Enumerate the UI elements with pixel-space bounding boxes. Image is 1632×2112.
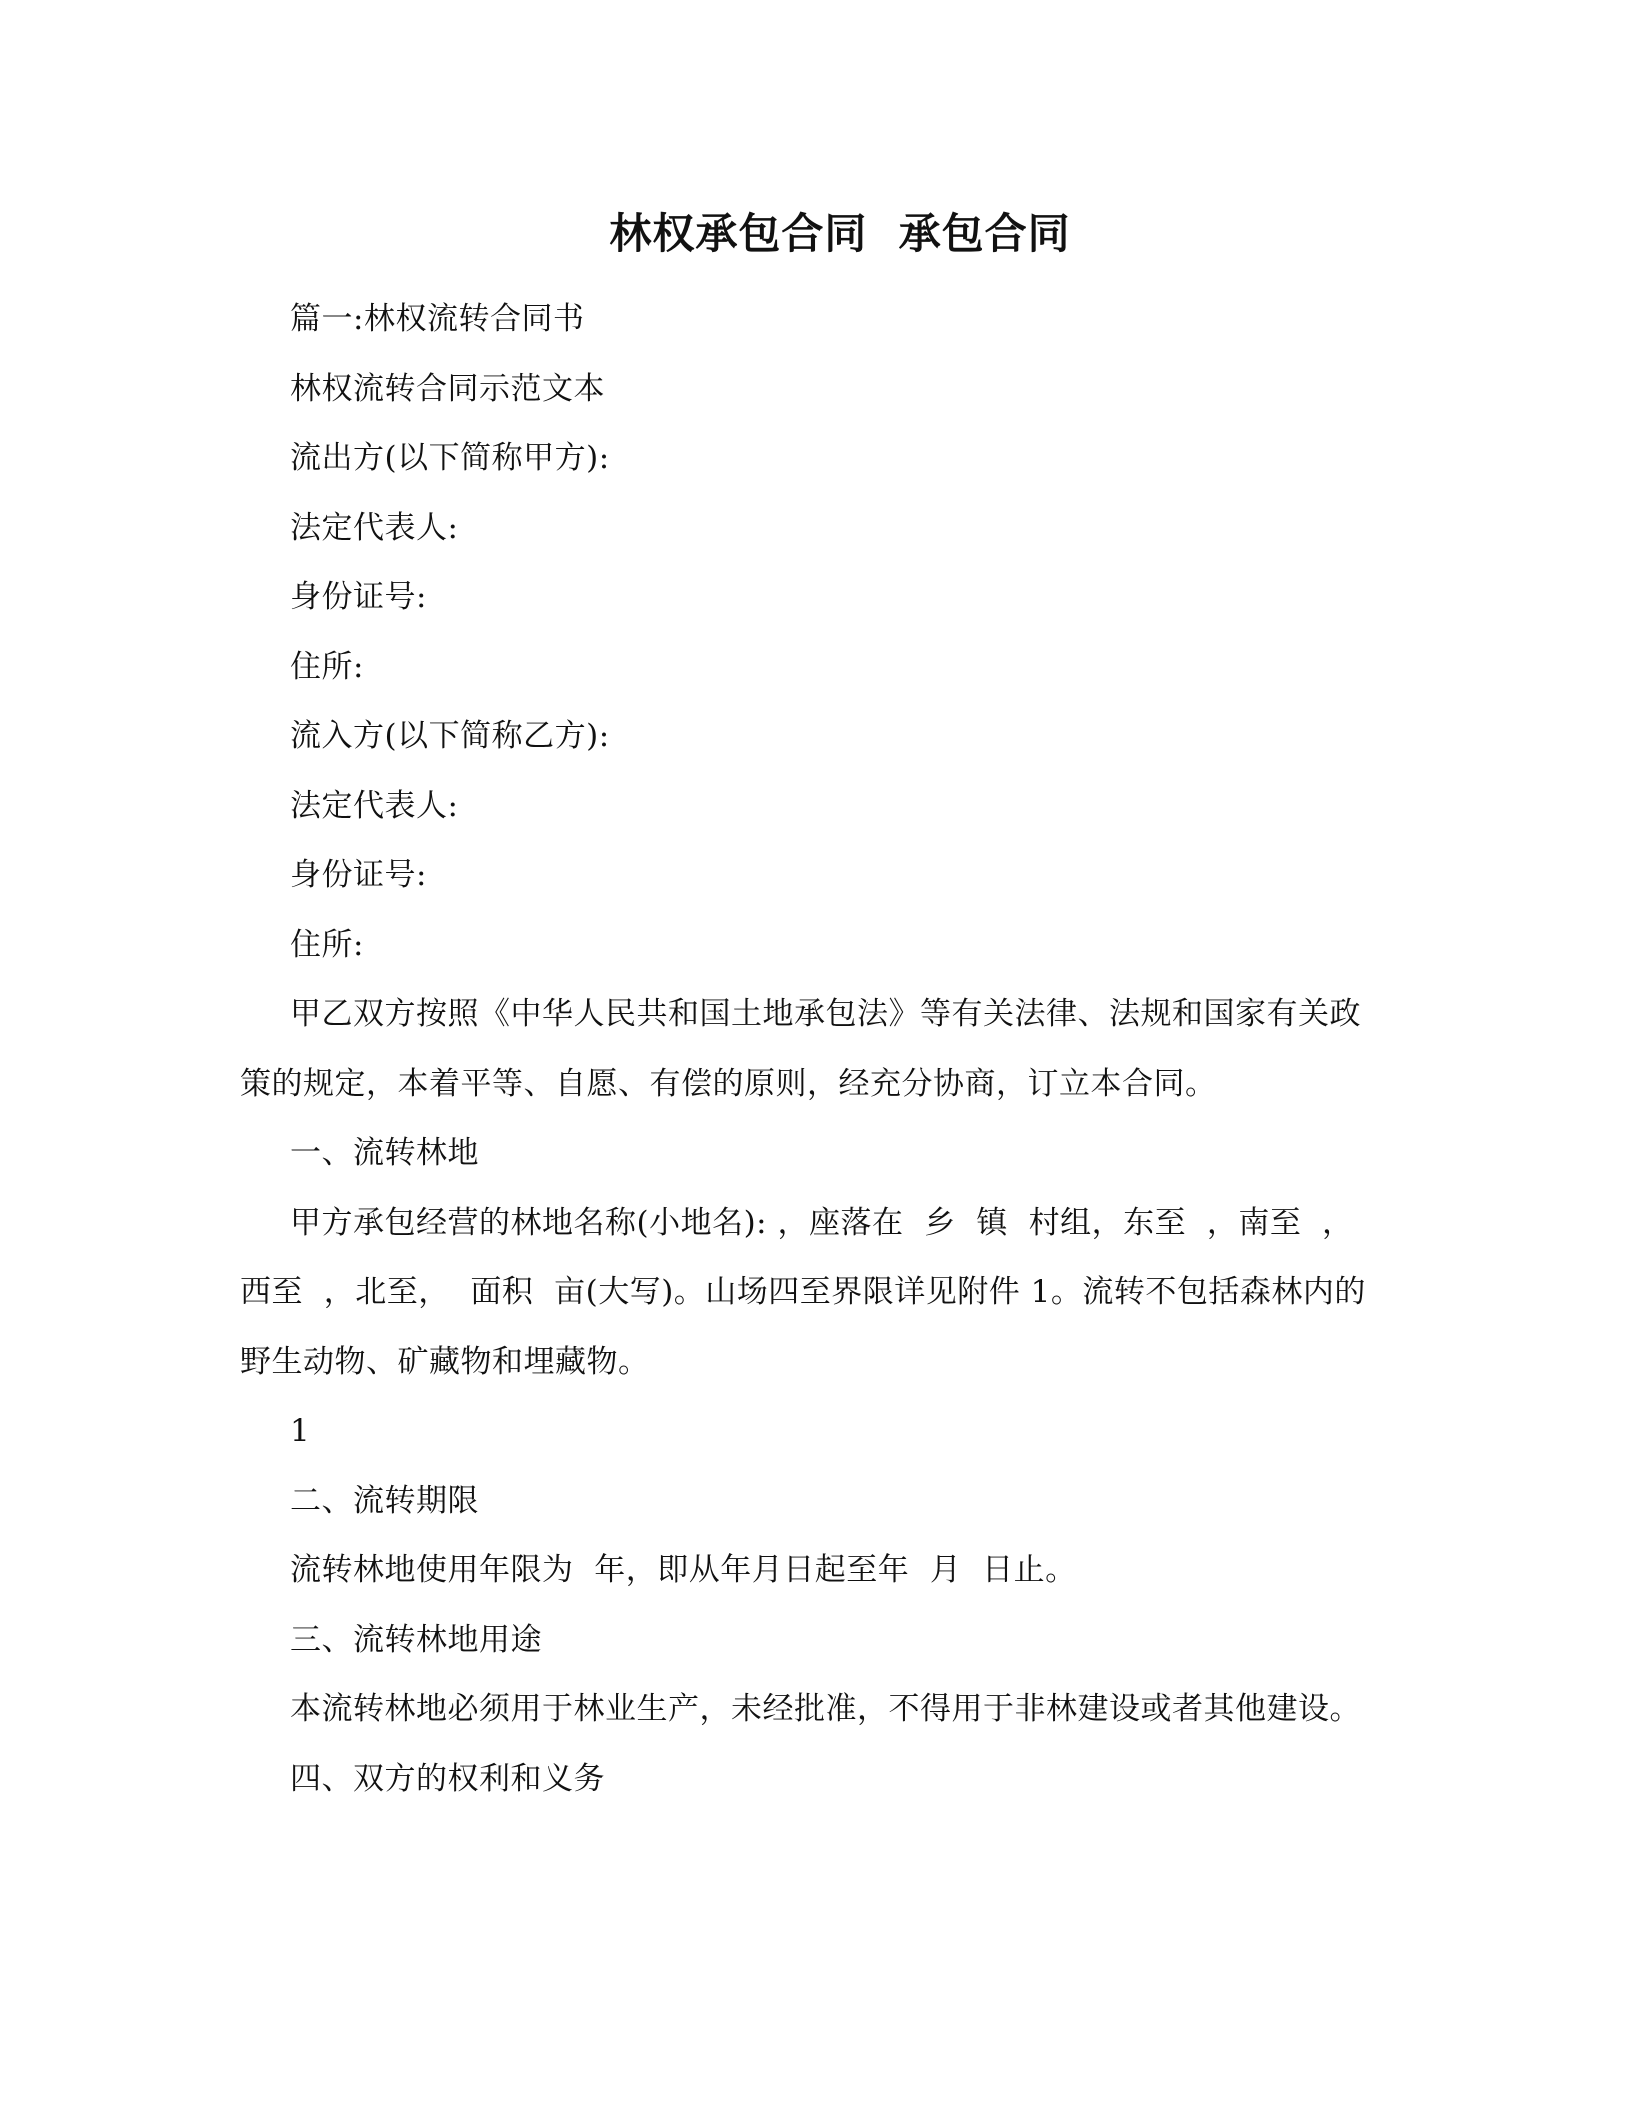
document-line: 本流转林地必须用于林业生产，未经批准，不得用于非林建设或者其他建设。 — [290, 1691, 1361, 1727]
document-line: 法定代表人: — [290, 509, 459, 546]
document-line: 篇一:林权流转合同书 — [290, 301, 585, 337]
document-line: 一、流转林地 — [290, 1135, 479, 1171]
document-line: 流转林地使用年限为 年，即从年月日起至年 月 日止。 — [290, 1552, 1077, 1588]
document-line: 流入方(以下简称乙方): — [290, 718, 610, 754]
document-title: 林权承包合同 承包合同 — [609, 209, 1071, 258]
document-line: 二、流转期限 — [290, 1482, 479, 1519]
document-line: 住所: — [290, 648, 364, 685]
document-line: 甲乙双方按照《中华人民共和国土地承包法》等有关法律、法规和国家有关政 — [290, 996, 1361, 1032]
document-body — [240, 285, 1370, 1814]
document-line: 林权流转合同示范文本 — [290, 370, 605, 407]
document-line: 身份证号: — [290, 579, 427, 615]
document-line: 1 — [290, 1413, 311, 1449]
document-line: 甲方承包经营的林地名称(小地名): ，座落在 乡 镇 村组，东至 ，南至 ， — [290, 1204, 1354, 1241]
document-line: 策的规定，本着平等、自愿、有偿的原则，经充分协商，订立本合同。 — [240, 1065, 1217, 1102]
document-line: 四、双方的权利和义务 — [290, 1760, 605, 1797]
document-line: 流出方(以下简称甲方): — [290, 440, 610, 476]
document-line: 法定代表人: — [290, 787, 459, 824]
document-line: 住所: — [290, 926, 364, 963]
document-line: 身份证号: — [290, 857, 427, 893]
document-line: 三、流转林地用途 — [290, 1621, 542, 1658]
document-line: 野生动物、矿藏物和埋藏物。 — [240, 1343, 650, 1380]
document-line: 西至 ，北至， 面积 亩(大写)。山场四至界限详见附件 1。流转不包括森林内的 — [240, 1274, 1366, 1310]
